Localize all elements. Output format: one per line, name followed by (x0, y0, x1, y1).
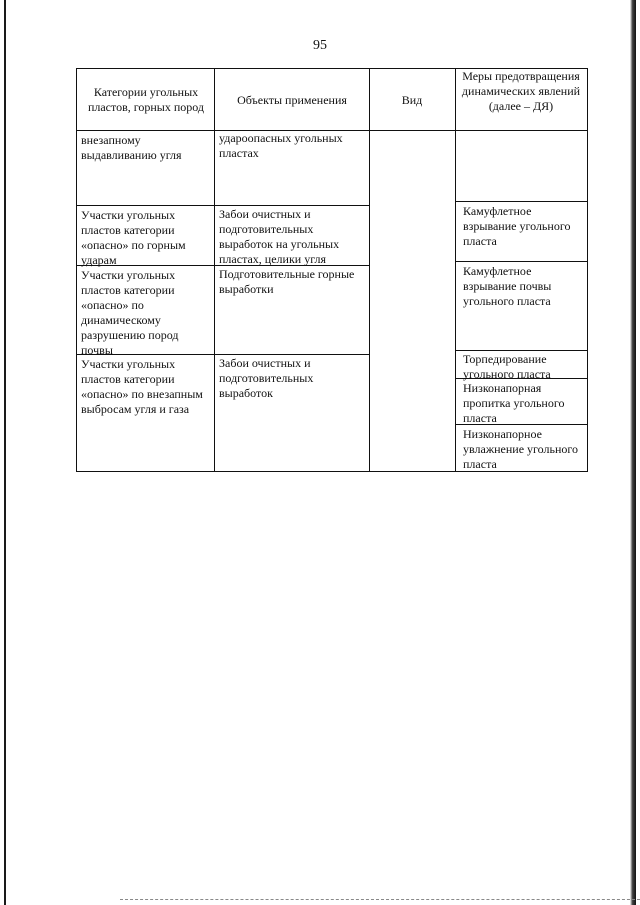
row1-category: внезапному выдавливанию угля (81, 133, 182, 162)
row4-objects: Забои очистных и подготовительных выработок (219, 356, 314, 400)
scan-left-edge (4, 0, 6, 905)
row4-category: Участки угольных пластов категории «опасно» по внезапным выбросам угля и газа (81, 357, 203, 416)
scan-right-edge (630, 0, 636, 905)
scan-bottom-edge (120, 899, 640, 900)
row3-category: Участки угольных пластов категории «опасно» по динамическому разрушению пород почвы (81, 268, 179, 357)
row-divider-1 (77, 205, 369, 206)
row3-objects: Подготовительные горные выработки (219, 267, 355, 296)
header-objects: Объекты применения (237, 93, 347, 107)
header-measures: Меры предотвращения динамических явлений (далее – ДЯ) (461, 69, 581, 113)
row4-measure-3: Низконапорное увлажнение угольного пласта (463, 427, 579, 471)
measures-divider-3 (455, 350, 587, 351)
header-category: Категории угольных пластов, горных пород (87, 85, 205, 114)
row1-objects: удароопасных угольных пластах (219, 131, 343, 160)
row4-measure-2: Низконапорная пропитка угольного пласта (463, 381, 565, 425)
measures-divider-1 (455, 201, 587, 202)
row4-measure-1: Торпедирование угольного пласта (463, 352, 551, 381)
page-number: 95 (313, 38, 327, 53)
row2-category: Участки угольных пластов категории «опасно» по горным ударам (81, 208, 186, 267)
measures-table (76, 68, 588, 472)
row2-measure-1: Камуфлетное взрывание угольного пласта (463, 204, 571, 248)
row3-measure-1: Камуфлетное взрывание почвы угольного пласта (463, 264, 552, 308)
row2-objects: Забои очистных и подготовительных выработок на угольных пластах, целики угля (219, 207, 340, 266)
header-type: Вид (401, 93, 423, 107)
measures-divider-2 (455, 261, 587, 262)
